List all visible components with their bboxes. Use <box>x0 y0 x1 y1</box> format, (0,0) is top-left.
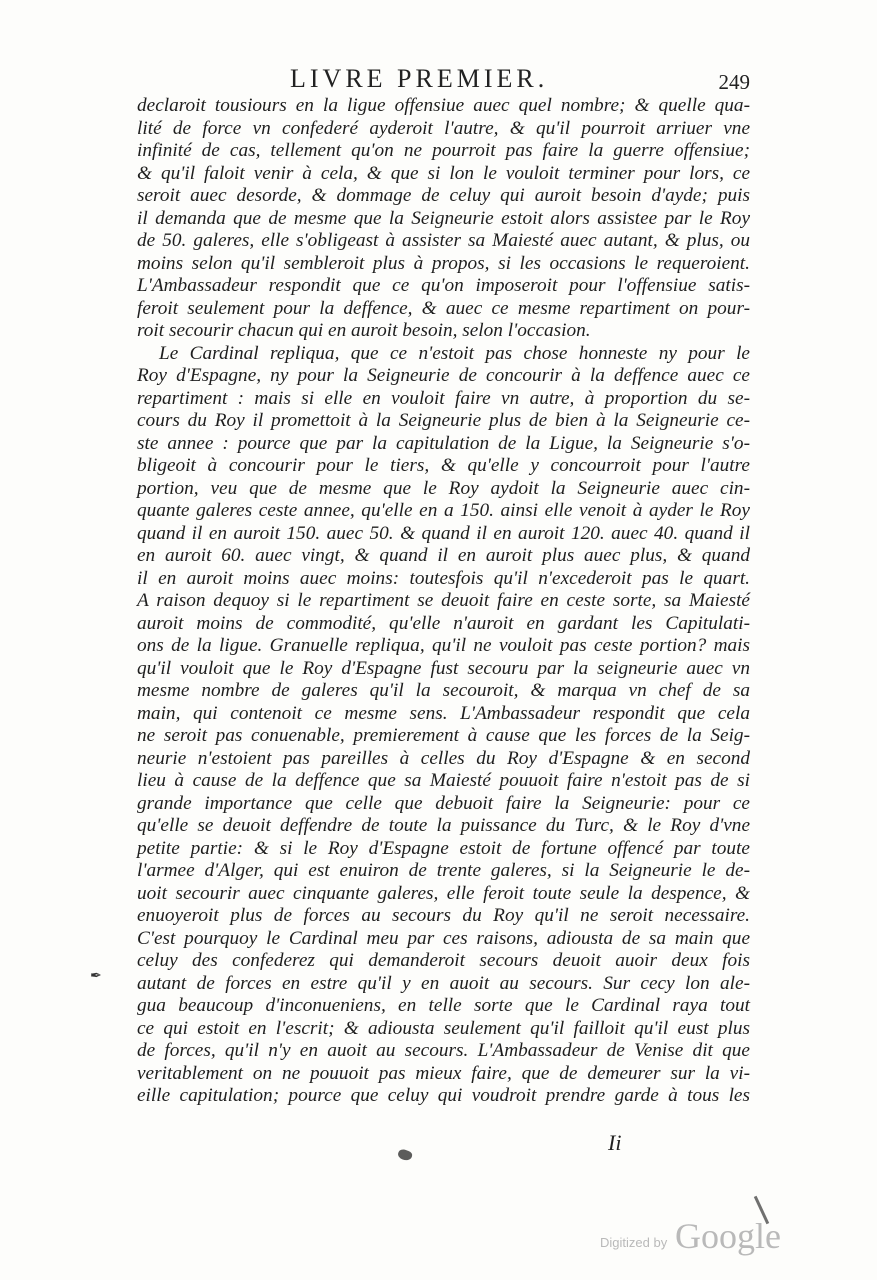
text-line: il en auroit moins auec moins: toutesfois qu'il n'excederoit pas le quart. <box>137 567 750 589</box>
signature-mark: Ii <box>608 1130 622 1155</box>
text-line: lité de force vn confederé ayderoit l'autre, & qu'il pourroit arriuer vne <box>137 117 750 139</box>
text-line: en auroit 60. auec vingt, & quand il en auroit plus auec plus, & quand <box>137 545 750 566</box>
text-line: quante galeres ceste annee, qu'elle en a 150. ainsi elle venoit à ayder le Roy <box>137 500 750 521</box>
text-line: portion, veu que de mesme que le Roy aydoit la Seigneurie auec cin- <box>137 477 750 499</box>
text-line: & qu'il faloit venir à cela, & que si lon le vouloit terminer pour lors, ce <box>137 162 750 184</box>
text-line: neurie n'estoient pas pareilles à celles du Roy d'Espagne & en second <box>137 747 750 769</box>
text-line: main, qui contenoit ce mesme sens. L'Ambassadeur respondit que cela <box>137 702 750 724</box>
text-line: veritablement on ne pouuoit pas mieux faire, que de demeurer sur la vi- <box>137 1062 750 1084</box>
text-line: il demanda que de mesme que la Seigneurie estoit alors assistee par le Roy <box>137 207 750 229</box>
text-line: C'est pourquoy le Cardinal meu par ces raisons, adiousta de sa main que <box>137 927 750 949</box>
text-line: A raison dequoy si le repartiment se deuoit faire en ceste sorte, sa Maiesté <box>137 590 750 611</box>
text-line: infinité de cas, tellement qu'on ne pourroit pas faire la guerre offensiue; <box>137 140 750 161</box>
text-line: auroit moins de commodité, qu'elle n'auroit en gardant les Capitulati- <box>137 612 750 634</box>
page-number: 249 <box>718 70 750 94</box>
text-line: ne seroit pas conuenable, premierement à cause que les forces de la Seig- <box>137 725 750 746</box>
margin-ink-mark: ✒ <box>90 968 102 984</box>
text-line: enuoyeroit plus de forces au secours du Roy qu'il ne seroit necessaire. <box>137 905 750 926</box>
text-line: mesme nombre de galeres qu'il la secouroit, & marqua vn chef de sa <box>137 680 750 701</box>
text-line: lieu à cause de la deffence que sa Maiesté pouuoit faire n'estoit pas de si <box>137 770 750 791</box>
running-head: LIVRE PREMIER. <box>290 64 549 93</box>
text-line: uoit secourir auec cinquante galeres, elle feroit toute seule la despence, & <box>137 882 750 904</box>
text-line: l'armee d'Alger, qui est enuiron de trente galeres, si la Seigneurie le de- <box>137 860 750 881</box>
text-line: repartiment : mais si elle en vouloit faire vn autre, à proportion du se- <box>137 387 750 409</box>
text-line: celuy des confederez qui demanderoit secours deuoit auoir deux fois <box>137 950 750 971</box>
text-line: ste annee : pource que par la capitulation de la Ligue, la Seigneurie s'o- <box>137 432 750 454</box>
text-line: ons de la ligue. Granuelle repliqua, qu'il ne vouloit pas ceste portion? mais <box>137 635 750 656</box>
text-line: Le Cardinal repliqua, que ce n'estoit pas chose honneste ny pour le <box>159 342 750 364</box>
text-line: bligeoit à concourir pour le tiers, & qu'elle y concourroit pour l'autre <box>137 455 750 476</box>
text-line: qu'elle se deuoit deffendre de toute la puissance du Turc, & le Roy d'vne <box>137 815 750 836</box>
text-line: moins selon qu'il sembleroit plus à propos, si les occasions le requeroient. <box>137 252 750 274</box>
watermark-logo: Google <box>675 1216 781 1256</box>
text-line: de 50. galeres, elle s'obligeast à assister sa Maiesté auec autant, & plus, ou <box>137 230 750 251</box>
text-line: de forces, qu'il n'y en auoit au secours. L'Ambassadeur de Venise dit que <box>137 1040 750 1061</box>
text-line: grande importance que celle que debuoit faire la Seigneurie: pour ce <box>137 792 750 814</box>
page-header <box>130 60 750 96</box>
text-line: gua beaucoup d'inconueniens, en telle sorte que le Cardinal raya tout <box>137 995 750 1016</box>
body-text <box>137 95 750 1108</box>
text-line: Roy d'Espagne, ny pour la Seigneurie de concourir à la deffence auec ce <box>137 365 750 386</box>
text-line: cours du Roy il promettoit à la Seigneurie plus de bien à la Seigneurie ce- <box>137 410 750 431</box>
text-line: seroit auec desorde, & dommage de celuy qui auroit besoin d'ayde; puis <box>137 185 750 206</box>
watermark-small-text: Digitized by <box>600 1235 668 1250</box>
text-line: petite partie: & si le Roy d'Espagne estoit de fortune offencé par toute <box>137 837 750 859</box>
text-line: declaroit tousiours en la ligue offensiue auec quel nombre; & quelle qua- <box>137 95 750 116</box>
ink-blot <box>397 1148 414 1162</box>
text-line: qu'il vouloit que le Roy d'Espagne fust secouru par la seigneurie auec vn <box>137 657 750 679</box>
text-line: L'Ambassadeur respondit que ce qu'on imposeroit pour l'offensiue satis- <box>137 275 750 296</box>
text-line: quand il en auroit 150. auec 50. & quand il en auroit 120. auec 40. quand il <box>137 522 750 544</box>
text-line: feroit seulement pour la deffence, & auec ce mesme repartiment on pour- <box>137 297 750 319</box>
text-line: autant de forces en estre qu'il y en auoit au secours. Sur cecy lon ale- <box>137 972 750 994</box>
text-line: roit secourir chacun qui en auroit besoin, selon l'occasion. <box>137 320 591 341</box>
text-line: eille capitulation; pource que celuy qui voudroit prendre garde à tous les <box>137 1085 750 1106</box>
text-line: ce qui estoit en l'escrit; & adiousta seulement qu'il failloit qu'il eust plus <box>137 1017 750 1039</box>
